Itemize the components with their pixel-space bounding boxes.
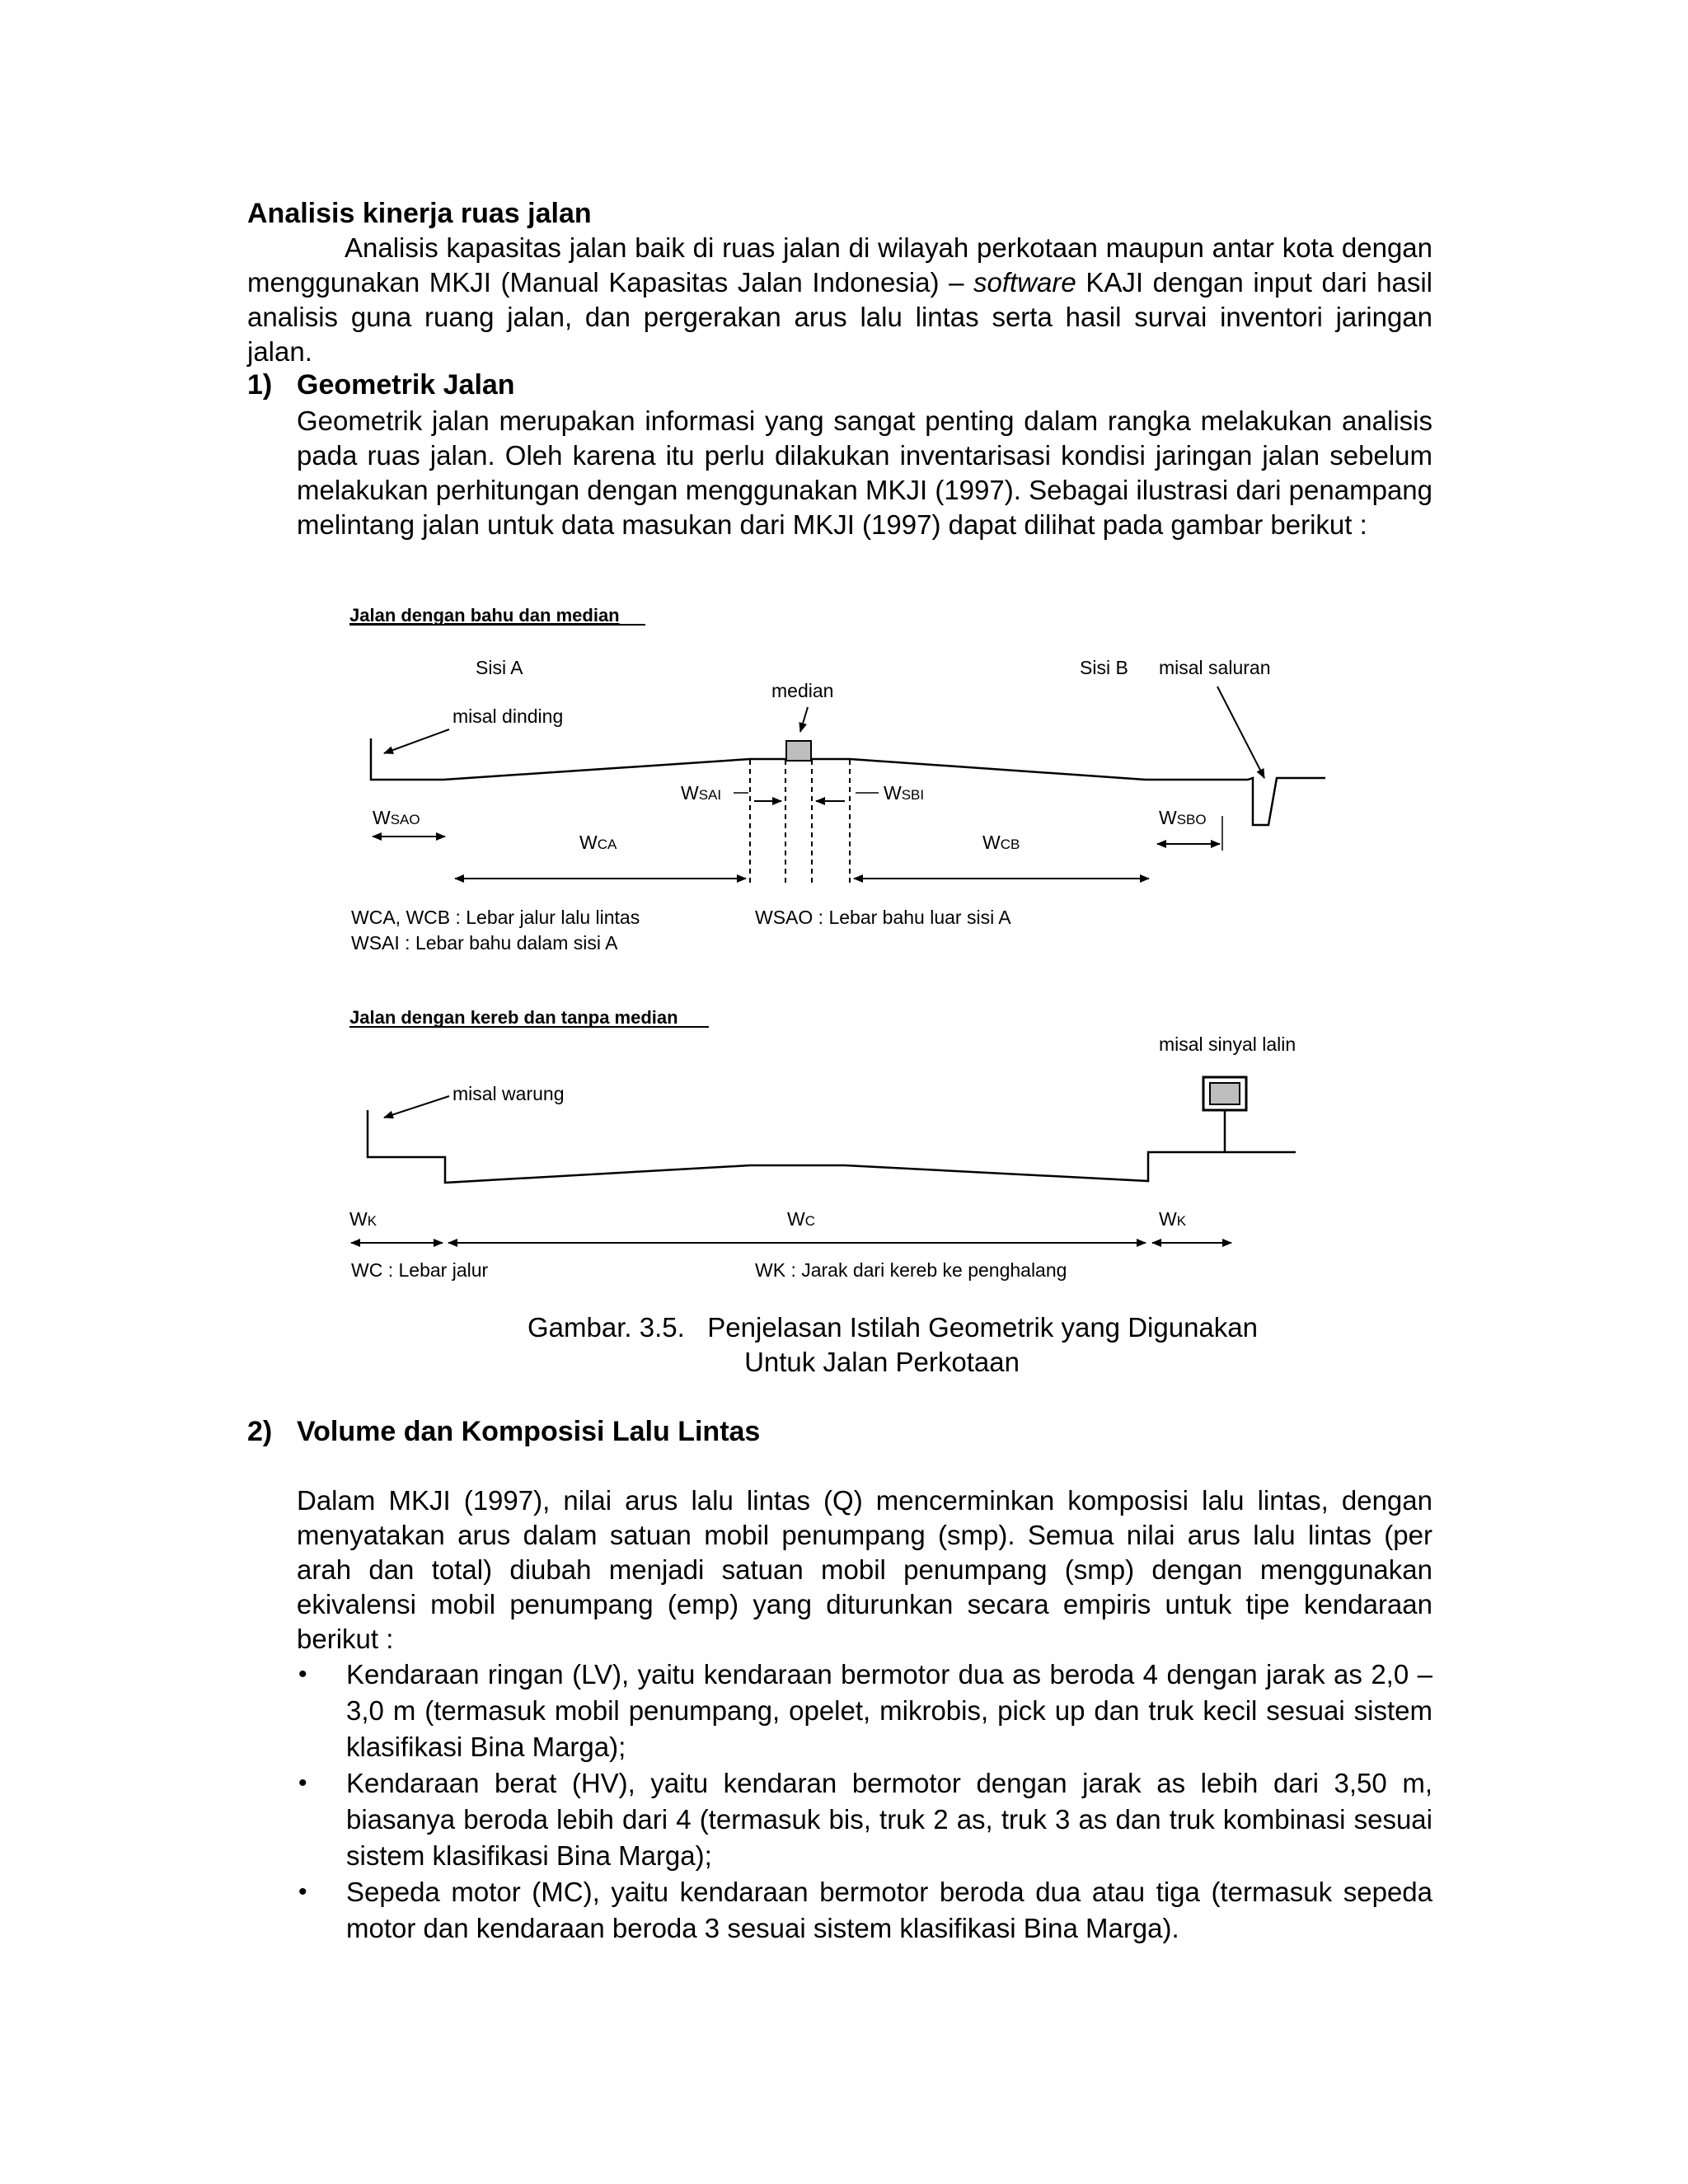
- section1-number: 1): [247, 369, 273, 401]
- intro-text-1: Analisis kapasitas jalan baik di ruas jalan di wilayah perkotaan maupun antar kota dengan menggunakan MKJI (Manual Kapasitas Jalan Indonesia) –: [247, 232, 1432, 298]
- traffic-signal-box: [1203, 1077, 1246, 1110]
- warung-pointer-arrow: [384, 1096, 449, 1118]
- diagram2-legend-2: WK : Jarak dari kereb ke penghalang: [755, 1259, 1067, 1281]
- wsai-label: WSAI: [681, 782, 722, 804]
- figure-caption: [528, 1310, 1258, 1380]
- intro-paragraph: [247, 231, 1432, 369]
- section2-number: 2): [247, 1416, 273, 1447]
- saluran-pointer-arrow: [1217, 687, 1264, 778]
- road-profile-kereb: [368, 1110, 1296, 1183]
- diagram1-legend-3: WSAO : Lebar bahu luar sisi A: [755, 907, 1011, 928]
- section2-heading: [247, 1416, 760, 1448]
- intro-text-2: KAJI dengan input dari hasil analisis guna ruang jalan, dan pergerakan arus lalu lintas serta hasil survai inventori jaringan jalan.: [247, 267, 1433, 367]
- bullet-icon: •: [298, 1769, 307, 1797]
- vehicle-type-list: [298, 1657, 1432, 1947]
- misal-saluran-label: misal saluran: [1159, 657, 1271, 678]
- diagram1-title: Jalan dengan bahu dan median: [349, 605, 620, 626]
- diagram2-legend-1: WC : Lebar jalur: [351, 1259, 489, 1281]
- median-block: [786, 741, 811, 761]
- section2-title: Volume dan Komposisi Lalu Lintas: [297, 1416, 761, 1447]
- misal-dinding-label: misal dinding: [452, 705, 564, 727]
- diagram1-legend-1: WCA, WCB : Lebar jalur lalu lintas: [351, 907, 640, 928]
- traffic-signal-light: [1210, 1083, 1240, 1104]
- bullet-icon: •: [298, 1878, 307, 1905]
- list-item: • Kendaraan berat (HV), yaitu kendaran bermotor dengan jarak as lebih dari 3,50 m, biasanya beroda lebih dari 4 (termasuk bis, truk 2 as, truk 3 as dan truk kombinasi sesuai sistem klasifikasi Bina Marga);: [346, 1765, 1432, 1874]
- wk-right-label: WK: [1159, 1208, 1187, 1230]
- bullet-icon: •: [298, 1661, 307, 1688]
- section1-title: Geometrik Jalan: [297, 369, 515, 401]
- misal-warung-label: misal warung: [452, 1083, 565, 1104]
- list-item: • Kendaraan ringan (LV), yaitu kendaraan bermotor dua as beroda 4 dengan jarak as 2,0 – 3,0 m (termasuk mobil penumpang, opelet, mikrobis, pick up dan truk kecil sesuai sistem klasifikasi Bina Marga);: [346, 1657, 1432, 1765]
- misal-sinyal-label: misal sinyal lalin: [1159, 1033, 1296, 1055]
- caption-line-1: Gambar. 3.5. Penjelasan Istilah Geometrik yang Digunakan: [528, 1312, 1258, 1343]
- dinding-pointer-arrow: [384, 729, 449, 753]
- diagram2-title: Jalan dengan kereb dan tanpa median: [349, 1007, 678, 1028]
- intro-italic: software: [973, 267, 1076, 298]
- wsbi-label: WSBI: [884, 782, 925, 804]
- list-item: • Sepeda motor (MC), yaitu kendaraan bermotor beroda dua atau tiga (termasuk sepeda motor dan kendaraan beroda 3 sesuai sistem klasifikasi Bina Marga).: [346, 1874, 1432, 1947]
- section1-heading: [247, 369, 515, 401]
- wk-left-label: WK: [349, 1208, 377, 1230]
- diagram1: [349, 605, 1325, 954]
- caption-line-2: Untuk Jalan Perkotaan: [744, 1347, 1020, 1377]
- section1-body: Geometrik jalan merupakan informasi yang sangat penting dalam rangka melakukan analisis pada ruas jalan. Oleh karena itu perlu dilakukan inventarisasi kondisi jaringan jalan sebelum melakukan perhitungan dengan menggunakan MKJI (1997). Sebagai ilustrasi dari penampang melintang jalan untuk data masukan dari MKJI (1997) dapat dilihat pada gambar berikut :: [297, 405, 1432, 540]
- section-heading: Analisis kinerja ruas jalan: [247, 198, 592, 229]
- wsao-label: WSAO: [373, 807, 420, 828]
- road-profile-b: [850, 759, 1325, 825]
- wsbo-label: WSBO: [1159, 807, 1207, 828]
- road-profile-a: [371, 738, 785, 780]
- diagram1-legend-2: WSAI : Lebar bahu dalam sisi A: [351, 932, 618, 954]
- wca-label: WCA: [579, 832, 617, 853]
- wcb-label: WCB: [982, 832, 1020, 853]
- median-pointer-arrow: [800, 707, 808, 732]
- sisi-a-label: Sisi A: [476, 657, 523, 678]
- sisi-b-label: Sisi B: [1080, 657, 1128, 678]
- section2-body: Dalam MKJI (1997), nilai arus lalu lintas (Q) mencerminkan komposisi lalu lintas, dengan menyatakan arus dalam satuan mobil penumpang (smp). Semua nilai arus lalu lintas (per arah dan total) diubah menjadi satuan mobil penumpang (smp) dengan menggunakan ekivalensi mobil penumpang (emp) yang diturunkan secara empiris untuk tipe kendaraan berikut :: [297, 1485, 1432, 1654]
- diagram2: [349, 1007, 1296, 1281]
- median-label: median: [771, 680, 834, 701]
- wc-label: WC: [787, 1208, 815, 1230]
